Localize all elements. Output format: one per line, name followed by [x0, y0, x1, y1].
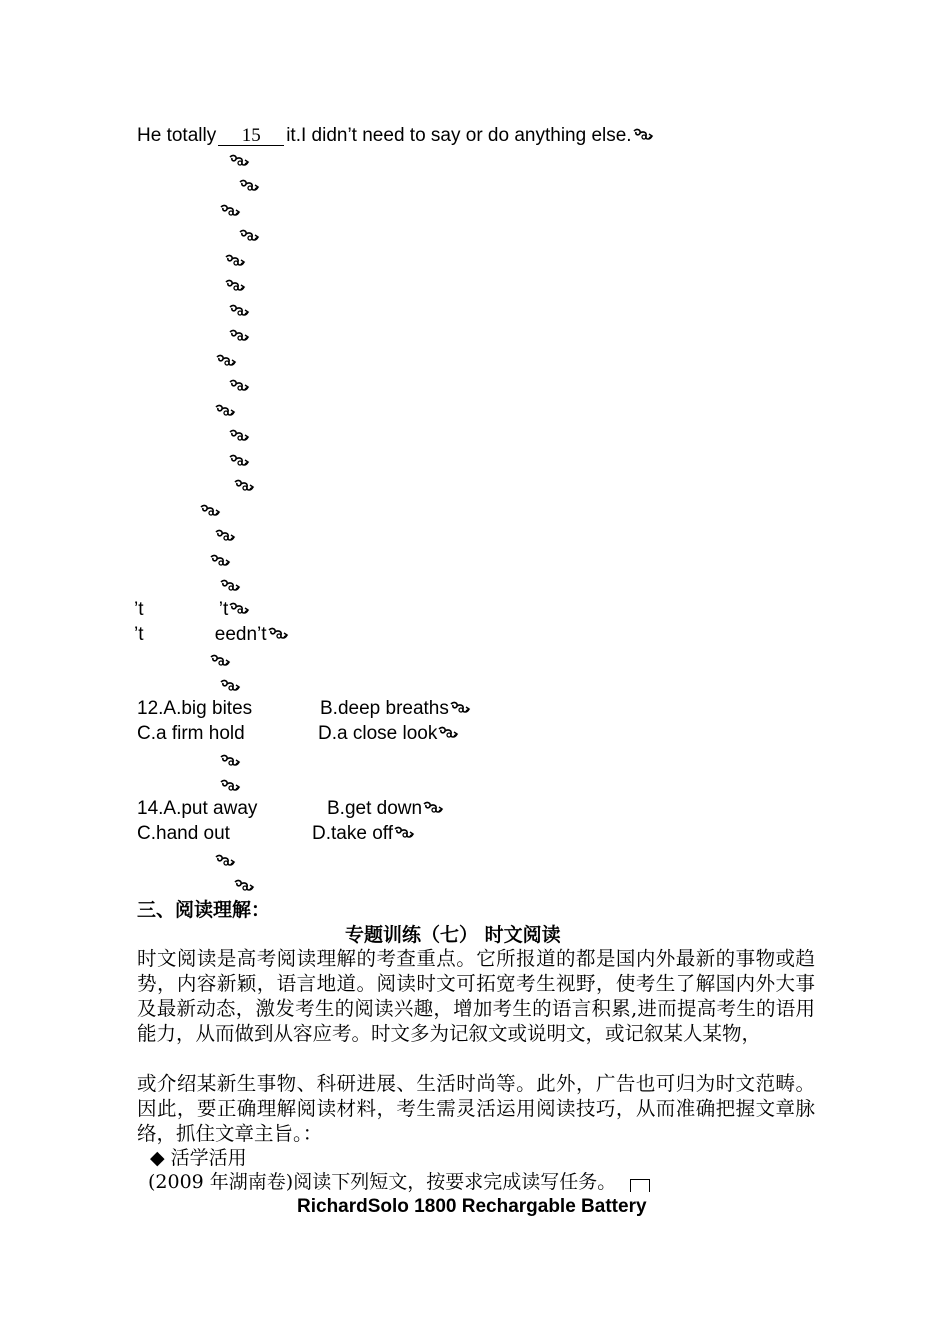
- paragraph-mark-icon: [228, 304, 250, 318]
- paragraph-mark-icon: [219, 779, 241, 793]
- corner-mark-icon: [630, 1179, 650, 1192]
- fragment-right: eedn’t: [214, 624, 267, 645]
- paragraph-mark-icon: [209, 654, 231, 668]
- empty-line: [209, 650, 231, 674]
- empty-line: [238, 225, 260, 249]
- option-b[interactable]: B.deep breaths: [320, 698, 449, 719]
- empty-line: [233, 475, 255, 499]
- empty-line: [228, 450, 250, 474]
- intro-paragraph: 时文阅读是高考阅读理解的考查重点。它所报道的都是国内外最新的事物或趋势，内容新颖，语言地道。阅读时文可拓宽考生视野，使考生了解国内外大事及最新动态，激发考生的阅读兴趣，增加考生的语言积累,进而提高考生的语用能力，从而做到从容应考。时文多为记叙文或说明文，或记叙某人某物，: [137, 947, 815, 1045]
- paragraph-mark-icon: [214, 529, 236, 543]
- empty-line: [228, 425, 250, 449]
- option-row: [137, 722, 459, 746]
- paragraph-mark-icon: [228, 429, 250, 443]
- paragraph-mark-icon: [632, 128, 654, 142]
- paragraph-mark-icon: [449, 701, 471, 715]
- paragraph-mark-icon: [233, 479, 255, 493]
- paragraph-mark-icon: [228, 602, 250, 616]
- empty-line: [224, 275, 246, 299]
- empty-line: [238, 175, 260, 199]
- instruction-text: (2009 年湖南卷)阅读下列短文，按要求完成读写任务。: [148, 1171, 617, 1193]
- sentence-start: He totally: [137, 125, 217, 146]
- empty-line: [214, 400, 236, 424]
- empty-line: [199, 500, 221, 524]
- option-a[interactable]: 12.A.big bites: [137, 698, 253, 719]
- paragraph-mark-icon: [219, 579, 241, 593]
- practice-label: ◆ 活学活用: [150, 1147, 247, 1169]
- paragraph-mark-icon: [214, 404, 236, 418]
- option-row: [137, 822, 415, 846]
- empty-line: [219, 750, 241, 774]
- paragraph-mark-icon: [238, 229, 260, 243]
- paragraph-mark-icon: [393, 826, 415, 840]
- empty-line: [228, 375, 250, 399]
- sentence-line: [137, 124, 654, 148]
- paragraph-mark-icon: [228, 154, 250, 168]
- option-a[interactable]: 14.A.put away: [137, 798, 258, 819]
- section-heading: 三、阅读理解：: [137, 899, 271, 921]
- paragraph-mark-icon: [267, 627, 289, 641]
- fragment-left: ’t: [134, 599, 144, 620]
- empty-line: [228, 325, 250, 349]
- sentence-end: it.I didn’t need to say or do anything else.: [286, 125, 632, 146]
- paragraph-mark-icon: [228, 379, 250, 393]
- fragment-left: ’t: [134, 624, 144, 645]
- partial-line: [134, 598, 250, 622]
- option-b[interactable]: B.get down: [327, 798, 423, 819]
- fragment-right: ’t: [218, 599, 229, 620]
- option-c[interactable]: C.hand out: [137, 823, 230, 844]
- empty-line: [224, 250, 246, 274]
- paragraph-mark-icon: [199, 504, 221, 518]
- option-row: [137, 697, 471, 721]
- empty-line: [233, 875, 255, 899]
- paragraph-mark-icon: [228, 329, 250, 343]
- paragraph-mark-icon: [219, 679, 241, 693]
- paragraph-mark-icon: [437, 726, 459, 740]
- topic-title: 专题训练（七） 时文阅读: [345, 924, 561, 946]
- option-row: [137, 797, 444, 821]
- empty-line: [228, 300, 250, 324]
- passage-title: RichardSolo 1800 Rechargable Battery: [297, 1196, 647, 1217]
- paragraph-mark-icon: [228, 454, 250, 468]
- empty-line: [219, 675, 241, 699]
- paragraph-mark-icon: [224, 254, 246, 268]
- empty-line: [228, 150, 250, 174]
- paragraph-mark-icon: [209, 554, 231, 568]
- paragraph-mark-icon: [214, 854, 236, 868]
- paragraph-mark-icon: [224, 279, 246, 293]
- paragraph-mark-icon: [422, 801, 444, 815]
- empty-line: [219, 775, 241, 799]
- option-d[interactable]: D.take off: [312, 823, 393, 844]
- answer-blank[interactable]: 15: [218, 127, 284, 146]
- empty-line: [219, 575, 241, 599]
- paragraph-mark-icon: [238, 179, 260, 193]
- paragraph-mark-icon: [219, 204, 241, 218]
- intro-paragraph-cont: 或介绍某新生事物、科研进展、生活时尚等。此外，广告也可归为时文范畴。 因此，要正确理解阅读材料，考生需灵活运用阅读技巧，从而准确把握文章脉络，抓住文章主旨。：: [137, 1072, 815, 1145]
- empty-line: [214, 525, 236, 549]
- practice-instruction: [148, 1170, 650, 1194]
- paragraph-mark-icon: [233, 879, 255, 893]
- partial-line: [134, 623, 289, 647]
- option-c[interactable]: C.a firm hold: [137, 723, 245, 744]
- empty-line: [215, 350, 237, 374]
- paragraph-mark-icon: [219, 754, 241, 768]
- option-d[interactable]: D.a close look: [318, 723, 438, 744]
- empty-line: [214, 850, 236, 874]
- empty-line: [209, 550, 231, 574]
- empty-line: [219, 200, 241, 224]
- paragraph-mark-icon: [215, 354, 237, 368]
